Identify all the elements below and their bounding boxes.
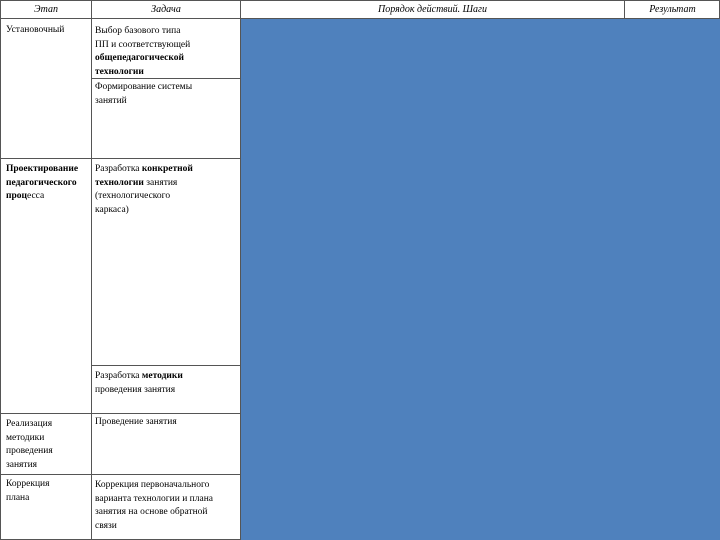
- task-line: ПП и соответствующей: [95, 39, 191, 50]
- header-divider: [0, 18, 720, 19]
- task-line: занятий: [95, 95, 127, 106]
- task-cell: [95, 416, 177, 430]
- stage-line: плана: [6, 492, 30, 503]
- task-line: Разработка методики: [95, 371, 183, 381]
- row-divider: [0, 413, 241, 414]
- task-cell: [95, 163, 193, 217]
- task-cell: [95, 25, 190, 79]
- task-line: Коррекция первоначального: [95, 480, 210, 490]
- table-border-top: [0, 0, 720, 1]
- task-line: проведения занятия: [95, 384, 176, 395]
- task-line: технологии: [95, 66, 144, 77]
- column-divider: [624, 0, 625, 19]
- header-steps: Порядок действий. Шаги: [378, 4, 487, 15]
- task-cell: [95, 370, 183, 397]
- stage-line: процесса: [6, 191, 45, 201]
- header-result: Результат: [649, 4, 696, 15]
- column-divider: [240, 0, 241, 540]
- task-line: занятия на основе обратной: [95, 507, 208, 517]
- task-line: Формирование системы: [95, 82, 193, 92]
- row-divider: [0, 158, 241, 159]
- stage-line: Проектирование: [6, 164, 79, 174]
- column-divider: [91, 0, 92, 540]
- row-divider: [92, 365, 241, 366]
- stage-line: методики: [6, 432, 45, 443]
- task-line: Проведение занятия: [95, 417, 177, 427]
- stage-line: Реализация: [6, 419, 53, 429]
- table-border-left: [0, 0, 1, 540]
- task-line: (технологического: [95, 191, 171, 201]
- stage-cell: [6, 418, 53, 472]
- stage-cell: [6, 478, 49, 505]
- stage-cell: [6, 163, 78, 204]
- task-line: варианта технологии и плана: [95, 493, 214, 504]
- stage-line: педагогического: [6, 177, 77, 188]
- task-line: Разработка конкретной: [95, 164, 193, 174]
- task-line: Выбор базового типа: [95, 26, 181, 36]
- task-cell: [95, 479, 213, 533]
- header-task: Задача: [151, 4, 181, 15]
- stage-line: Установочный: [6, 25, 65, 35]
- task-cell: [95, 81, 192, 108]
- row-divider: [0, 474, 241, 475]
- task-line: технологии занятия: [95, 177, 178, 188]
- task-line: общепедагогической: [95, 53, 184, 63]
- header-stage: Этап: [34, 4, 58, 15]
- stage-cell: [6, 24, 64, 38]
- steps-result-fill: [241, 19, 720, 540]
- stage-line: Коррекция: [6, 479, 50, 489]
- stage-line: занятия: [6, 459, 38, 470]
- task-line: связи: [95, 520, 117, 531]
- stage-line: проведения: [6, 446, 53, 456]
- task-line: каркаса): [95, 204, 129, 215]
